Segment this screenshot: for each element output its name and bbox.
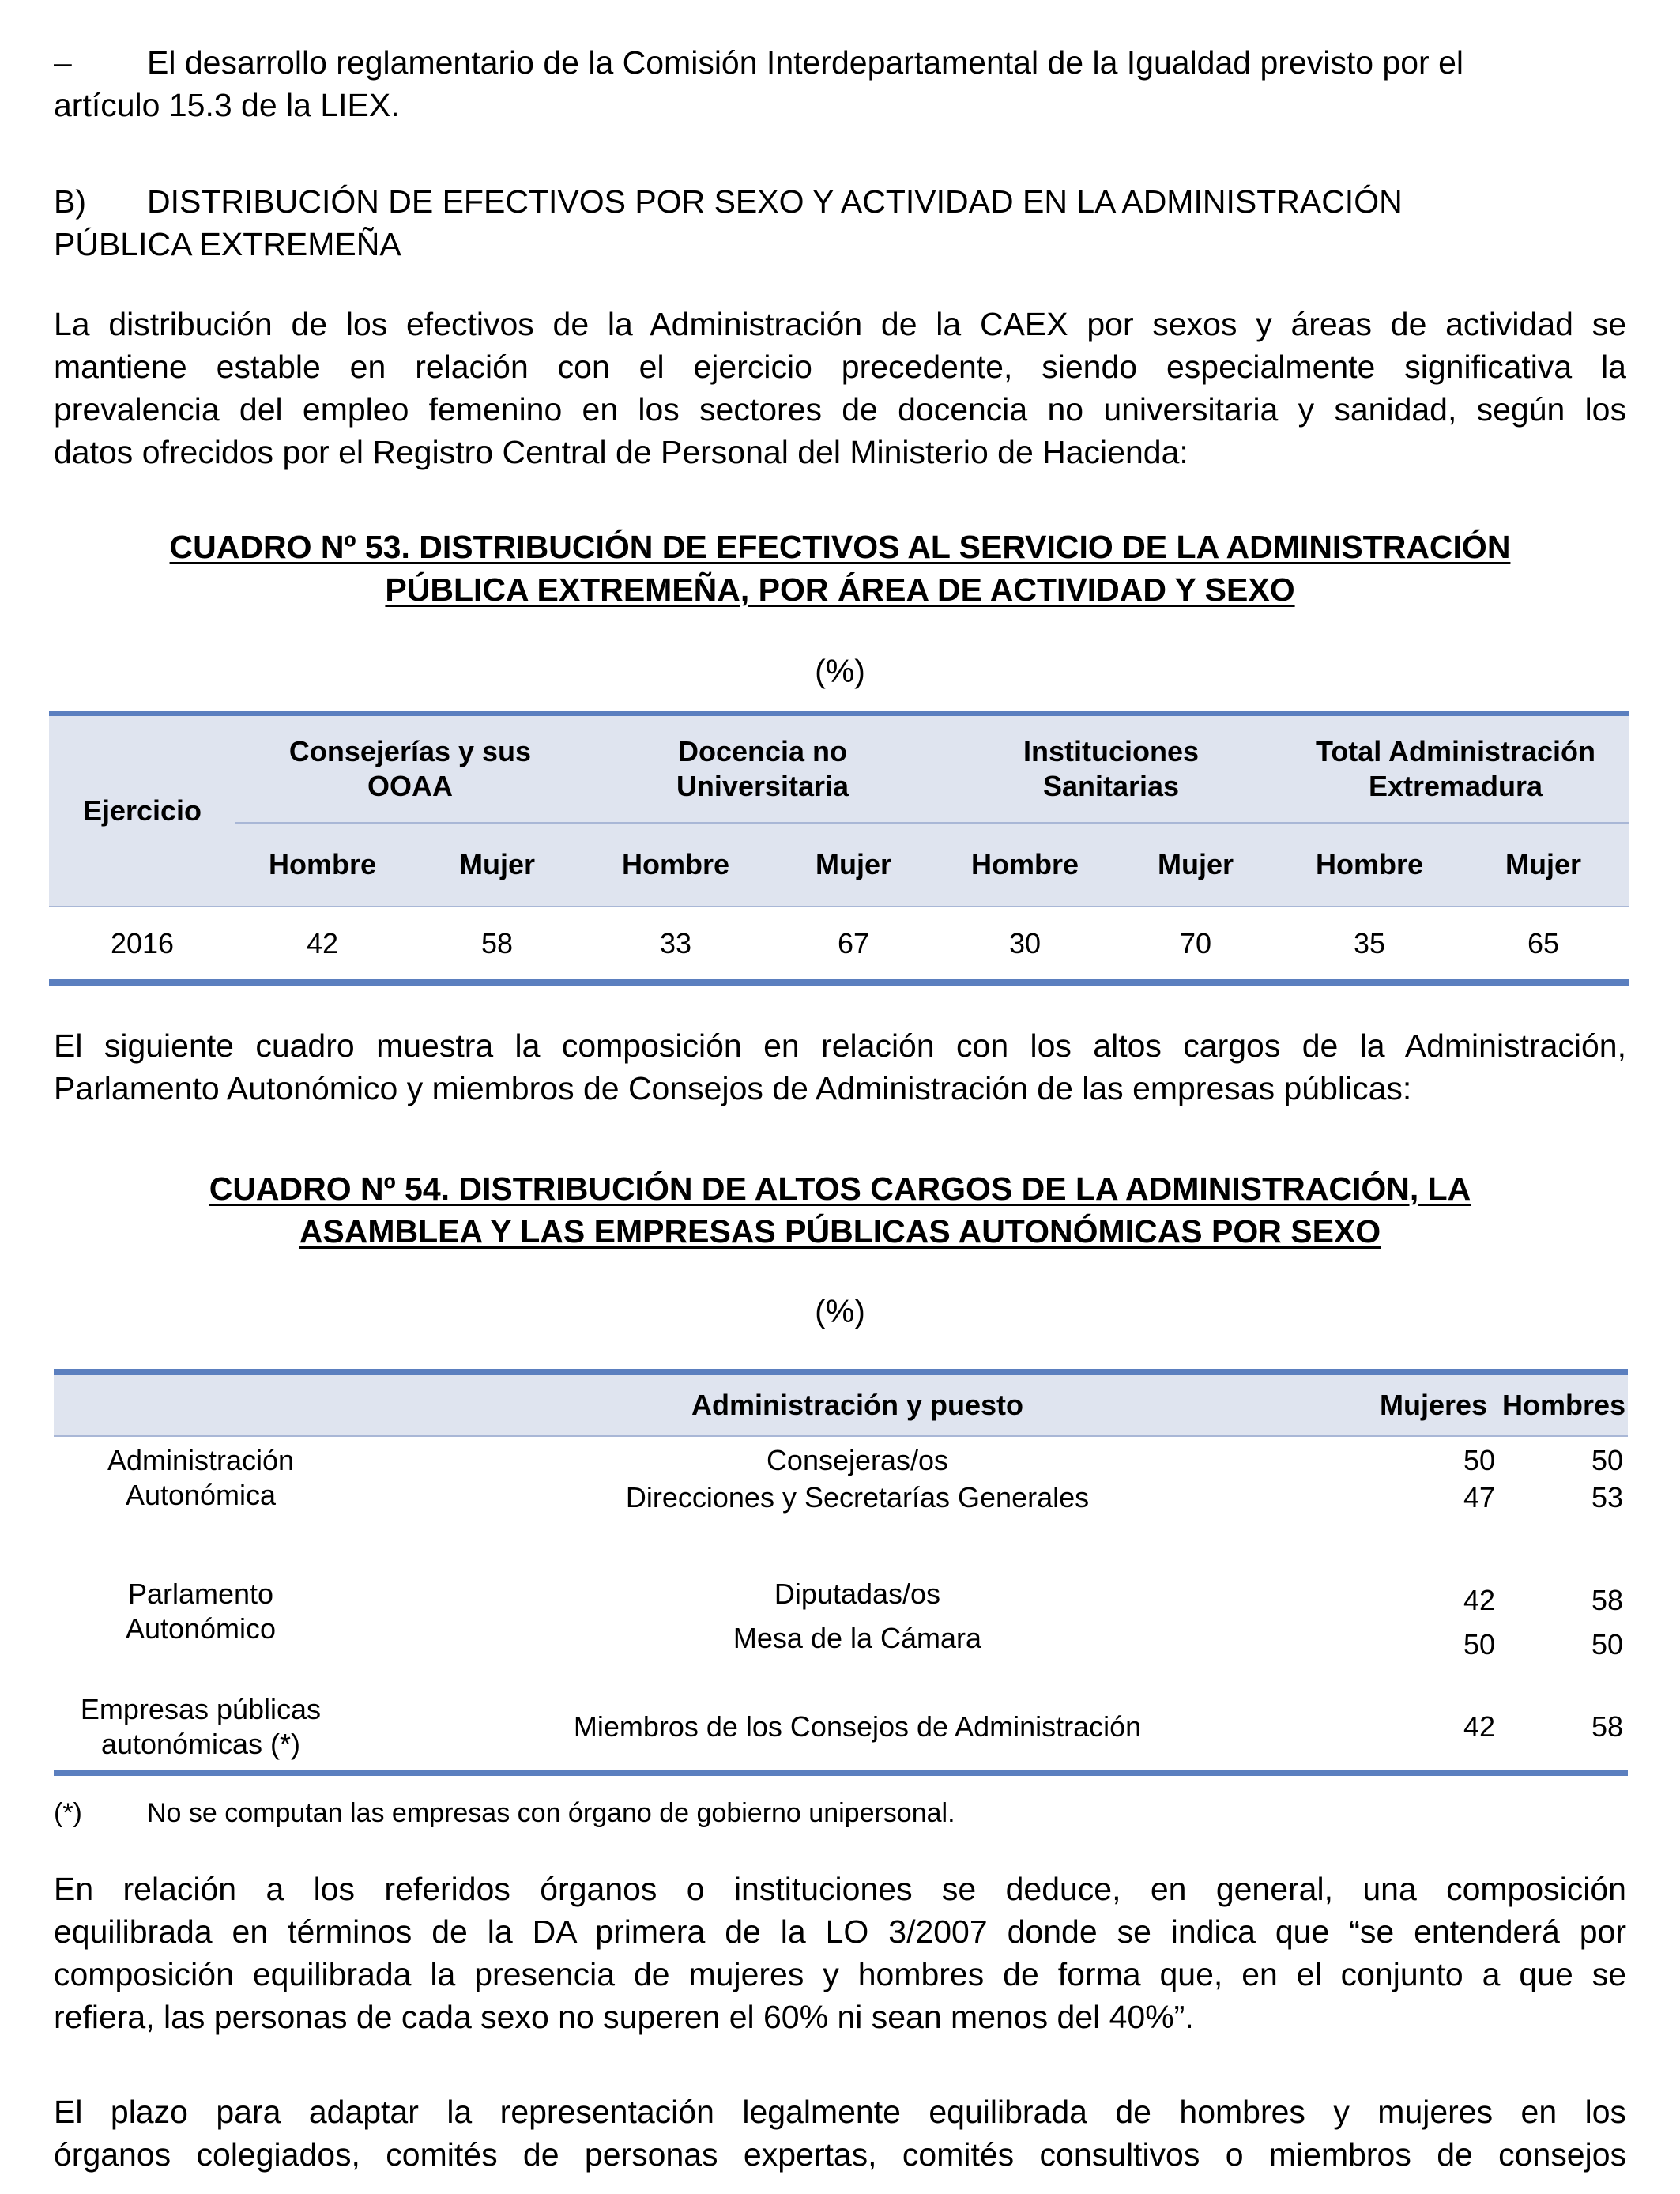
paragraph-1-line: La distribución de los efectivos de la Administración de la CAEX por sexos y áreas de actividad se (54, 306, 1626, 342)
sub-header: Hombre (970, 848, 1079, 880)
cuadro-54-table (54, 1369, 1628, 1776)
section-b-heading (54, 180, 1626, 266)
sub-header: Mujer (1505, 848, 1581, 880)
paragraph-2-line: Parlamento Autonómico y miembros de Consejos de Administración de las empresas públicas: (54, 1070, 1412, 1106)
intro-line-2: artículo 15.3 de la LIEX. (54, 87, 400, 123)
paragraph-1-line: datos ofrecidos por el Registro Central de Personal del Ministerio de Hacienda: (54, 434, 1188, 470)
paragraph-3-line: equilibrada en términos de la DA primera de la LO 3/2007 donde se indica que “se entenderá por (54, 1913, 1626, 1950)
paragraph-3-line: composición equilibrada la presencia de mujeres y hombres de forma que, en el conjunto a que se (54, 1956, 1626, 1992)
col-header-mujeres: Mujeres (1367, 1372, 1500, 1436)
cell-value: 35 (1282, 907, 1457, 982)
sub-header: Mujer (1157, 848, 1234, 880)
cell-puesto: Diputadas/os (774, 1578, 941, 1610)
footnote-mark: (*) (54, 1798, 82, 1828)
section-b-line-2: PÚBLICA EXTREMEÑA (54, 226, 401, 262)
paragraph-3 (54, 1868, 1626, 2038)
paragraph-1-line: prevalencia del empleo femenino en los sectores de docencia no universitaria y sanidad, según los (54, 391, 1626, 428)
paragraph-2 (54, 1024, 1626, 1110)
cell-value: 30 (940, 907, 1109, 982)
col-header-ejercicio: Ejercicio (49, 714, 235, 907)
intro-line-1: El desarrollo reglamentario de la Comisión Interdepartamental de la Igualdad previsto por el (147, 44, 1463, 81)
cuadro-53-title (54, 526, 1626, 611)
paragraph-2-line: El siguiente cuadro muestra la composición en relación con los altos cargos de la Administración, (54, 1027, 1626, 1064)
cuadro-54-title-line-1: CUADRO Nº 54. DISTRIBUCIÓN DE ALTOS CARGOS DE LA ADMINISTRACIÓN, LA (209, 1171, 1471, 1207)
col-group-instituciones: Instituciones Sanitarias (940, 714, 1282, 823)
sub-header: Hombre (621, 848, 730, 880)
paragraph-4-line: órganos colegiados, comités de personas expertas, comités consultivos o miembros de consejos (54, 2136, 1626, 2173)
cell-mujeres: 42 (1367, 1692, 1500, 1773)
footnote-text: No se computan las empresas con órgano de gobierno unipersonal. (147, 1798, 955, 1828)
cuadro-53-table (49, 711, 1629, 986)
section-b-label: B) (54, 183, 86, 220)
table-row (54, 1436, 1628, 1480)
section-b-line-1: DISTRIBUCIÓN DE EFECTIVOS POR SEXO Y ACTIVIDAD EN LA ADMINISTRACIÓN (147, 183, 1403, 220)
intro-item (54, 41, 1626, 126)
paragraph-3-line: En relación a los referidos órganos o instituciones se deduce, en general, una composición (54, 1871, 1626, 1907)
cell-value: 70 (1109, 907, 1282, 982)
cell-puesto: Consejeras/os (766, 1444, 949, 1476)
cell-mujeres: 50 (1463, 1628, 1495, 1661)
cell-value: 33 (585, 907, 767, 982)
cell-puesto: Direcciones y Secretarías Generales (625, 1481, 1090, 1514)
sub-header: Hombre (268, 848, 377, 880)
col-group-consejerias: Consejerías y sus OOAA (235, 714, 585, 823)
cuadro-53-unit: (%) (815, 653, 865, 689)
paragraph-1-line: mantiene estable en relación con el ejercicio precedente, siendo especialmente significativa la (54, 349, 1626, 385)
col-header-hombres: Hombres (1500, 1372, 1628, 1436)
paragraph-3-line: refiera, las personas de cada sexo no superen el 60% ni sean menos del 40%”. (54, 1999, 1194, 2035)
sub-header: Mujer (815, 848, 891, 880)
table-row (54, 1692, 1628, 1773)
cuadro-53-title-line-2: PÚBLICA EXTREMEÑA, POR ÁREA DE ACTIVIDAD Y SEXO (385, 571, 1295, 608)
group-name-administracion: Administración Autonómica (107, 1444, 295, 1511)
cell-mujeres: 42 (1463, 1584, 1495, 1616)
cuadro-53-title-line-1: CUADRO Nº 53. DISTRIBUCIÓN DE EFECTIVOS AL SERVICIO DE LA ADMINISTRACIÓN (169, 529, 1511, 565)
col-group-total: Total Administración Extremadura (1282, 714, 1629, 823)
cuadro-54-title-line-2: ASAMBLEA Y LAS EMPRESAS PÚBLICAS AUTONÓMICAS POR SEXO (299, 1213, 1381, 1250)
sub-header: Hombre (1315, 848, 1424, 880)
group-name-parlamento: Parlamento Autonómico (125, 1578, 277, 1645)
table-row (54, 1577, 1628, 1621)
table-row (49, 907, 1629, 982)
cell-mujeres: 47 (1463, 1481, 1495, 1514)
cell-hombres: 58 (1500, 1692, 1628, 1773)
cell-hombres: 58 (1591, 1584, 1623, 1616)
col-group-docencia: Docencia no Universitaria (585, 714, 940, 823)
paragraph-4 (54, 2090, 1626, 2176)
cell-value: 58 (409, 907, 585, 982)
cuadro-54-title (54, 1167, 1626, 1253)
col-header-blank (54, 1372, 348, 1436)
cell-puesto: Miembros de los Consejos de Administración (348, 1692, 1367, 1773)
footnote (54, 1796, 955, 1830)
dash-bullet: – (54, 44, 72, 81)
cell-hombres: 50 (1591, 1628, 1623, 1661)
sub-header: Mujer (458, 848, 535, 880)
cell-year: 2016 (49, 907, 235, 982)
cell-puesto: Mesa de la Cámara (733, 1622, 982, 1654)
cell-mujeres: 50 (1463, 1444, 1495, 1476)
paragraph-4-line: El plazo para adaptar la representación legalmente equilibrada de hombres y mujeres en los (54, 2094, 1626, 2130)
col-header-puesto: Administración y puesto (348, 1372, 1367, 1436)
cell-value: 67 (767, 907, 940, 982)
cell-hombres: 53 (1591, 1481, 1623, 1514)
cuadro-54-unit: (%) (815, 1293, 865, 1329)
cell-value: 42 (235, 907, 409, 982)
cell-value: 65 (1457, 907, 1629, 982)
group-name-empresas: Empresas públicas autonómicas (*) (54, 1692, 348, 1773)
cell-hombres: 50 (1591, 1444, 1623, 1476)
paragraph-1 (54, 303, 1626, 473)
